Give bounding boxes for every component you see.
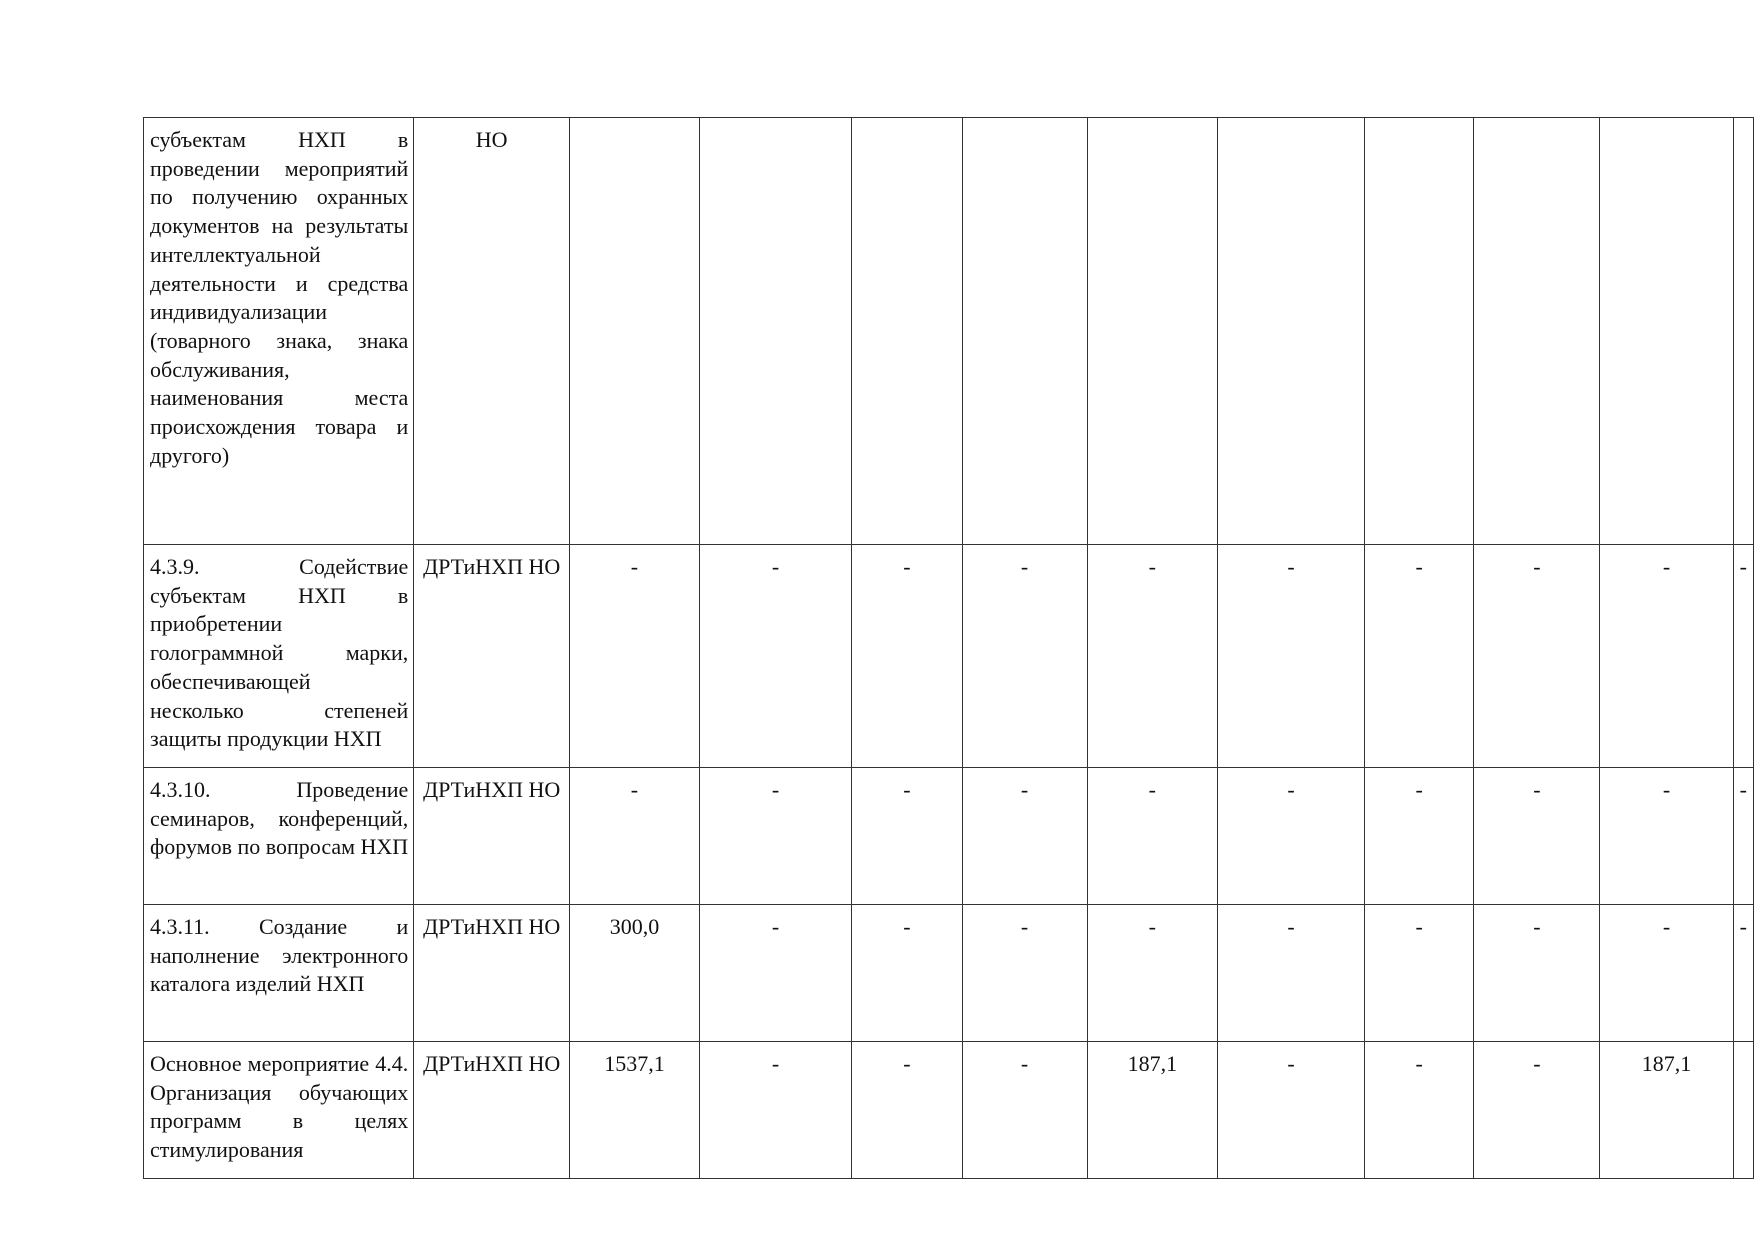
value-cell bbox=[1474, 118, 1600, 545]
table-row bbox=[144, 768, 1754, 905]
value-cell bbox=[962, 118, 1087, 545]
value-cell: - bbox=[699, 768, 851, 905]
value-cell: - bbox=[1087, 768, 1218, 905]
value-cell: - bbox=[699, 1042, 851, 1179]
value-cell: - bbox=[852, 768, 962, 905]
table-row bbox=[144, 905, 1754, 1042]
value-cell bbox=[1733, 118, 1753, 545]
value-cell: - bbox=[852, 1042, 962, 1179]
value-cell: - bbox=[1600, 545, 1733, 768]
value-cell: - bbox=[962, 768, 1087, 905]
value-cell bbox=[1600, 118, 1733, 545]
value-cell: - bbox=[1733, 545, 1753, 768]
value-cell bbox=[570, 118, 700, 545]
executor-cell: НО bbox=[414, 118, 570, 545]
value-cell: - bbox=[1474, 1042, 1600, 1179]
value-cell: - bbox=[962, 1042, 1087, 1179]
value-cell: 187,1 bbox=[1600, 1042, 1733, 1179]
value-cell: - bbox=[1733, 905, 1753, 1042]
value-cell bbox=[1218, 118, 1365, 545]
value-cell: - bbox=[852, 545, 962, 768]
value-cell: 300,0 bbox=[570, 905, 700, 1042]
executor-cell: ДРТиНХП НО bbox=[414, 768, 570, 905]
value-cell: - bbox=[1733, 768, 1753, 905]
table-row bbox=[144, 1042, 1754, 1179]
value-cell bbox=[1087, 118, 1218, 545]
value-cell: - bbox=[1218, 1042, 1365, 1179]
value-cell: - bbox=[1364, 768, 1473, 905]
value-cell: - bbox=[1600, 768, 1733, 905]
value-cell: - bbox=[1474, 905, 1600, 1042]
value-cell bbox=[699, 118, 851, 545]
value-cell: - bbox=[1218, 768, 1365, 905]
value-cell: - bbox=[570, 545, 700, 768]
value-cell: - bbox=[699, 905, 851, 1042]
executor-cell: ДРТиНХП НО bbox=[414, 905, 570, 1042]
table-row bbox=[144, 118, 1754, 545]
value-cell: - bbox=[962, 545, 1087, 768]
activity-name-cell: 4.3.11. Создание и наполнение электронного каталога изделий НХП bbox=[144, 905, 414, 1042]
value-cell: - bbox=[962, 905, 1087, 1042]
value-cell bbox=[1733, 1042, 1753, 1179]
value-cell: - bbox=[1474, 545, 1600, 768]
value-cell: - bbox=[852, 905, 962, 1042]
value-cell: - bbox=[1218, 905, 1365, 1042]
value-cell: - bbox=[1364, 905, 1473, 1042]
value-cell: - bbox=[1600, 905, 1733, 1042]
value-cell: - bbox=[1087, 545, 1218, 768]
table-row bbox=[144, 545, 1754, 768]
value-cell: 187,1 bbox=[1087, 1042, 1218, 1179]
activity-name-cell: субъектам НХП в проведении мероприятий по получению охранных документов на результаты интеллектуальной деятельности и средства индивидуализации (товарного знака, знака обслуживания, наименования места происхождения товара и другого) bbox=[144, 118, 414, 545]
value-cell: - bbox=[1364, 545, 1473, 768]
value-cell bbox=[852, 118, 962, 545]
executor-cell: ДРТиНХП НО bbox=[414, 545, 570, 768]
activity-name-cell: 4.3.10. Проведение семинаров, конференций, форумов по вопросам НХП bbox=[144, 768, 414, 905]
value-cell: - bbox=[1364, 1042, 1473, 1179]
value-cell: - bbox=[1087, 905, 1218, 1042]
value-cell: - bbox=[699, 545, 851, 768]
budget-table bbox=[143, 117, 1754, 1179]
executor-cell: ДРТиНХП НО bbox=[414, 1042, 570, 1179]
value-cell: 1537,1 bbox=[570, 1042, 700, 1179]
value-cell: - bbox=[1218, 545, 1365, 768]
value-cell: - bbox=[1474, 768, 1600, 905]
value-cell: - bbox=[570, 768, 700, 905]
activity-name-cell: Основное мероприятие 4.4. Организация обучающих программ в целях стимулирования bbox=[144, 1042, 414, 1179]
value-cell bbox=[1364, 118, 1473, 545]
activity-name-cell: 4.3.9. Содействие субъектам НХП в приобретении голограммной марки, обеспечивающей несколько степеней защиты продукции НХП bbox=[144, 545, 414, 768]
